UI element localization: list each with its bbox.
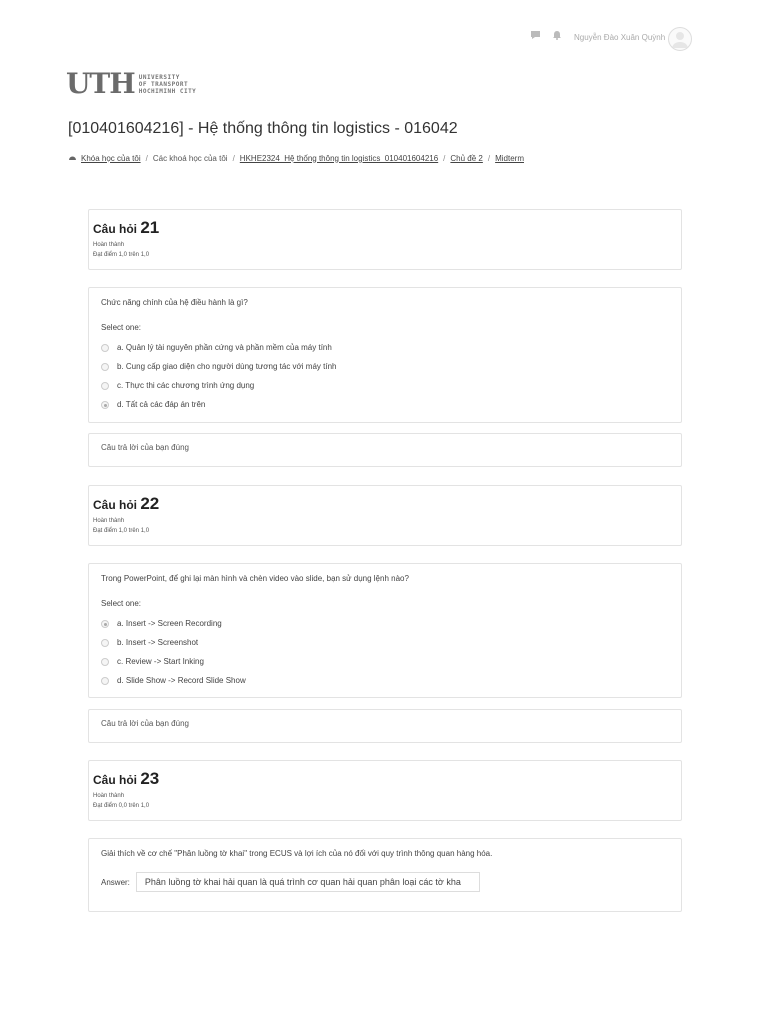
answer-option[interactable] bbox=[101, 633, 669, 652]
breadcrumb-separator: / bbox=[487, 153, 491, 163]
breadcrumb-my-courses[interactable]: Khóa học của tôi bbox=[81, 153, 141, 163]
question-text: Trong PowerPoint, để ghi lại màn hình và chèn video vào slide, bạn sử dụng lệnh nào? bbox=[101, 574, 409, 583]
question-number-value: 23 bbox=[140, 769, 160, 788]
option-label: d. Slide Show -> Record Slide Show bbox=[117, 676, 246, 685]
question-number bbox=[93, 494, 677, 514]
logo-text bbox=[139, 74, 197, 95]
question-grade: Đạt điểm 1,0 trên 1,0 bbox=[93, 528, 150, 534]
question-number-value: 22 bbox=[140, 494, 160, 513]
select-one-label: Select one: bbox=[101, 323, 142, 332]
logo-line-2: OF TRANSPORT bbox=[138, 80, 189, 88]
question-number bbox=[93, 769, 677, 789]
logo-line-3: HOCHIMINH CITY bbox=[138, 87, 197, 95]
answer-option[interactable] bbox=[101, 338, 669, 357]
option-label: d. Tất cả các đáp án trên bbox=[117, 400, 206, 409]
dashboard-icon bbox=[68, 153, 77, 163]
radio-button-checked[interactable] bbox=[101, 620, 109, 628]
answer-label: Answer: bbox=[101, 877, 130, 887]
question-text: Chức năng chính của hệ điều hành là gì? bbox=[101, 298, 248, 307]
logo-mark: UTH bbox=[66, 67, 135, 100]
breadcrumb-topic[interactable]: Chủ đề 2 bbox=[450, 153, 483, 163]
question-text: Giải thích về cơ chế "Phân luồng tờ khai" trong ECUS và lợi ích của nó đối với quy trình thông quan hàng hóa. bbox=[101, 849, 493, 858]
chat-icon[interactable] bbox=[530, 30, 541, 43]
question-state: Hoàn thành bbox=[93, 242, 125, 248]
user-name[interactable]: Nguyễn Đào Xuân Quỳnh bbox=[574, 33, 666, 42]
breadcrumb-separator: / bbox=[145, 153, 148, 163]
radio-button-checked[interactable] bbox=[101, 401, 109, 409]
question-feedback: Câu trả lời của bạn đúng bbox=[88, 433, 682, 467]
question-content bbox=[88, 287, 682, 423]
question-state: Hoàn thành bbox=[93, 793, 125, 799]
option-label: a. Insert -> Screen Recording bbox=[117, 619, 222, 628]
question-grade: Đạt điểm 1,0 trên 1,0 bbox=[93, 252, 150, 258]
top-navbar bbox=[0, 0, 768, 72]
option-label: a. Quản lý tài nguyên phần cứng và phần mềm của máy tính bbox=[117, 343, 332, 352]
answer-option-selected[interactable] bbox=[101, 395, 669, 414]
question-content bbox=[88, 838, 682, 912]
option-label: b. Insert -> Screenshot bbox=[117, 638, 199, 647]
answer-option[interactable] bbox=[101, 376, 669, 395]
question-info bbox=[88, 209, 682, 270]
question-label: Câu hỏi bbox=[93, 773, 137, 787]
breadcrumb-midterm[interactable]: Midterm bbox=[495, 153, 524, 163]
question-label: Câu hỏi bbox=[93, 498, 137, 512]
breadcrumb-all-courses: Các khoá học của tôi bbox=[152, 153, 228, 163]
radio-button[interactable] bbox=[101, 639, 109, 647]
answer-option[interactable] bbox=[101, 671, 669, 690]
breadcrumb-separator: / bbox=[232, 153, 235, 163]
answer-row bbox=[101, 872, 669, 892]
question-grade: Đạt điểm 0,0 trên 1,0 bbox=[93, 803, 150, 809]
question-number-value: 21 bbox=[140, 218, 160, 237]
option-label: c. Review -> Start Inking bbox=[117, 657, 204, 666]
radio-button[interactable] bbox=[101, 658, 109, 666]
question-info bbox=[88, 760, 682, 821]
bell-icon[interactable] bbox=[552, 30, 562, 43]
radio-button[interactable] bbox=[101, 677, 109, 685]
question-number bbox=[93, 218, 677, 238]
question-label: Câu hỏi bbox=[93, 222, 137, 236]
question-state: Hoàn thành bbox=[93, 518, 125, 524]
answer-input[interactable] bbox=[136, 872, 480, 892]
answer-option[interactable] bbox=[101, 357, 669, 376]
radio-button[interactable] bbox=[101, 344, 109, 352]
question-info bbox=[88, 485, 682, 546]
option-label: c. Thực thi các chương trình ứng dụng bbox=[117, 381, 255, 390]
question-feedback: Câu trả lời của bạn đúng bbox=[88, 709, 682, 743]
breadcrumb-course[interactable]: HKHE2324_Hệ thống thông tin logistics_010401604216 bbox=[239, 153, 439, 163]
site-logo[interactable] bbox=[66, 67, 197, 100]
answer-option-selected[interactable] bbox=[101, 614, 669, 633]
question-content bbox=[88, 563, 682, 698]
radio-button[interactable] bbox=[101, 382, 109, 390]
select-one-label: Select one: bbox=[101, 599, 142, 608]
avatar-icon[interactable] bbox=[668, 27, 692, 51]
answer-option[interactable] bbox=[101, 652, 669, 671]
breadcrumb bbox=[68, 153, 524, 163]
logo-line-1: UNIVERSITY bbox=[138, 73, 180, 81]
option-label: b. Cung cấp giao diện cho người dùng tương tác với máy tính bbox=[117, 362, 337, 371]
breadcrumb-separator: / bbox=[443, 153, 446, 163]
radio-button[interactable] bbox=[101, 363, 109, 371]
page-title: [010401604216] - Hệ thống thông tin logistics - 016042 bbox=[68, 120, 458, 137]
